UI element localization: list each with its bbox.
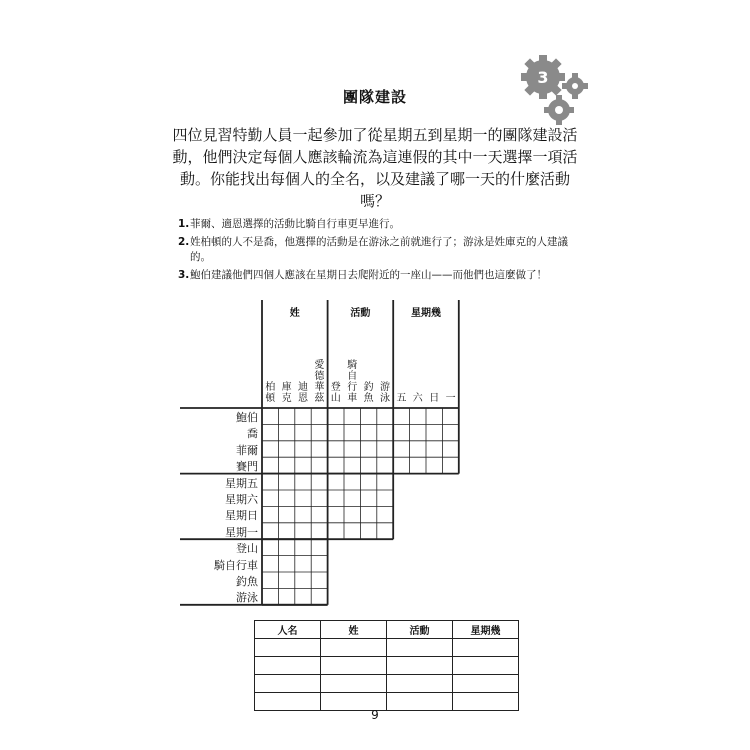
grid-cell[interactable] — [278, 588, 294, 604]
answer-cell[interactable] — [255, 657, 321, 675]
grid-cell[interactable] — [377, 424, 393, 440]
grid-cell[interactable] — [410, 441, 426, 457]
grid-cell[interactable] — [328, 474, 344, 490]
grid-cell[interactable] — [278, 572, 294, 588]
grid-row-label: 星期一 — [225, 525, 258, 539]
grid-cell[interactable] — [344, 424, 360, 440]
intro-text: 四位見習特勤人員一起參加了從星期五到星期一的團隊建設活動，他們決定每個人應該輪流為這連假的其中一天選擇一項活動。你能找出每個人的全名，以及建議了哪一天的什麼活動嗎？ — [172, 126, 578, 210]
grid-cell[interactable] — [295, 572, 311, 588]
grid-cell[interactable] — [328, 408, 344, 424]
grid-cell[interactable] — [295, 408, 311, 424]
grid-column-label: 五 — [396, 393, 407, 404]
grid-cell[interactable] — [278, 523, 294, 539]
grid-cell[interactable] — [344, 441, 360, 457]
grid-cell[interactable] — [295, 523, 311, 539]
grid-row-label: 鮑伯 — [236, 411, 258, 424]
grid-cell[interactable] — [426, 408, 442, 424]
grid-cell[interactable] — [311, 556, 327, 572]
grid-cell[interactable] — [278, 457, 294, 473]
grid-cell[interactable] — [311, 588, 327, 604]
grid-cell[interactable] — [262, 441, 278, 457]
grid-cell[interactable] — [328, 490, 344, 506]
clue-number: 3. — [178, 269, 190, 281]
grid-cell[interactable] — [311, 474, 327, 490]
grid-category-header: 姓 — [289, 308, 300, 319]
answer-cell[interactable] — [453, 675, 519, 693]
grid-cell[interactable] — [278, 556, 294, 572]
grid-cell[interactable] — [295, 556, 311, 572]
grid-category-header: 星期幾 — [410, 308, 441, 319]
answer-row — [255, 675, 519, 693]
grid-column-label: 六 — [412, 393, 423, 404]
grid-cell[interactable] — [278, 474, 294, 490]
grid-cell[interactable] — [426, 457, 442, 473]
answer-cell[interactable] — [387, 657, 453, 675]
grid-column-label: 一 — [445, 393, 456, 404]
grid-cell[interactable] — [360, 506, 376, 522]
chapter-badge: 3 — [537, 68, 549, 87]
grid-row-label: 喬 — [247, 427, 258, 441]
answer-header-row — [255, 621, 519, 639]
grid-row-label: 賽門 — [236, 460, 258, 474]
grid-row-label: 釣魚 — [236, 575, 258, 588]
answer-cell[interactable] — [453, 657, 519, 675]
grid-column-label: 庫 克 — [281, 382, 292, 404]
answer-table — [254, 620, 519, 711]
grid-row-label: 菲爾 — [236, 443, 258, 457]
grid-row-label: 星期日 — [225, 509, 258, 523]
clue-item — [178, 235, 578, 265]
grid-cell[interactable] — [295, 539, 311, 555]
grid-column-label: 迪 恩 — [297, 382, 308, 404]
answer-header-surname: 姓 — [321, 621, 387, 639]
grid-cell[interactable] — [262, 490, 278, 506]
grid-cell[interactable] — [393, 408, 409, 424]
grid-column-label: 登 山 — [330, 382, 341, 404]
grid-cell[interactable] — [311, 506, 327, 522]
answer-cell[interactable] — [255, 675, 321, 693]
grid-cell[interactable] — [393, 441, 409, 457]
grid-cell[interactable] — [426, 424, 442, 440]
grid-cell[interactable] — [426, 441, 442, 457]
grid-cell[interactable] — [377, 441, 393, 457]
answer-header-name: 人名 — [255, 621, 321, 639]
grid-cell[interactable] — [262, 424, 278, 440]
grid-cell[interactable] — [328, 424, 344, 440]
grid-cell[interactable] — [442, 424, 458, 440]
grid-column-label: 釣 魚 — [363, 382, 374, 404]
grid-cell[interactable] — [377, 490, 393, 506]
grid-cell[interactable] — [262, 588, 278, 604]
grid-cell[interactable] — [442, 457, 458, 473]
grid-cell[interactable] — [262, 539, 278, 555]
grid-cell[interactable] — [262, 457, 278, 473]
grid-cell[interactable] — [377, 457, 393, 473]
grid-cell[interactable] — [311, 490, 327, 506]
grid-cell[interactable] — [360, 490, 376, 506]
grid-cell[interactable] — [311, 457, 327, 473]
grid-cell[interactable] — [295, 457, 311, 473]
grid-cell[interactable] — [311, 424, 327, 440]
grid-cell[interactable] — [360, 457, 376, 473]
grid-cell[interactable] — [295, 506, 311, 522]
grid-row-label: 騎自行車 — [214, 558, 258, 572]
grid-cell[interactable] — [262, 572, 278, 588]
grid-cell[interactable] — [311, 523, 327, 539]
grid-cell[interactable] — [311, 408, 327, 424]
answer-cell[interactable] — [387, 675, 453, 693]
grid-column-label: 騎 自 行 車 — [347, 360, 358, 404]
grid-cell[interactable] — [442, 408, 458, 424]
grid-row-label: 游泳 — [236, 591, 258, 605]
grid-cell[interactable] — [377, 474, 393, 490]
answer-row — [255, 639, 519, 657]
grid-column-label: 柏 頓 — [265, 382, 276, 404]
grid-column-label: 游 泳 — [379, 382, 390, 404]
grid-cell[interactable] — [295, 424, 311, 440]
grid-row-label: 登山 — [236, 542, 258, 556]
answer-cell[interactable] — [453, 639, 519, 657]
grid-cell[interactable] — [328, 457, 344, 473]
grid-cell[interactable] — [311, 572, 327, 588]
answer-cell[interactable] — [321, 675, 387, 693]
grid-cell[interactable] — [278, 539, 294, 555]
answer-cell[interactable] — [387, 639, 453, 657]
clue-list — [178, 217, 578, 286]
answer-cell[interactable] — [255, 639, 321, 657]
grid-cell[interactable] — [278, 408, 294, 424]
grid-cell[interactable] — [410, 408, 426, 424]
grid-cell[interactable] — [262, 523, 278, 539]
clue-text: 姓柏頓的人不是喬，他選擇的活動是在游泳之前就進行了；游泳是姓庫克的人建議的。 — [190, 236, 568, 263]
grid-cell[interactable] — [344, 474, 360, 490]
grid-cell[interactable] — [377, 408, 393, 424]
grid-cell[interactable] — [360, 523, 376, 539]
grid-cell[interactable] — [295, 588, 311, 604]
answer-cell[interactable] — [321, 639, 387, 657]
clue-text: 鮑伯建議他們四個人應該在星期日去爬附近的一座山——而他們也這麼做了！ — [190, 269, 547, 281]
grid-cell[interactable] — [344, 506, 360, 522]
grid-cell[interactable] — [262, 506, 278, 522]
answer-cell[interactable] — [321, 657, 387, 675]
grid-cell[interactable] — [295, 490, 311, 506]
grid-cell[interactable] — [360, 474, 376, 490]
grid-cell[interactable] — [328, 523, 344, 539]
grid-cell[interactable] — [344, 408, 360, 424]
grid-cell[interactable] — [278, 506, 294, 522]
answer-row — [255, 657, 519, 675]
grid-cell[interactable] — [442, 441, 458, 457]
grid-cell[interactable] — [344, 457, 360, 473]
grid-cell[interactable] — [344, 490, 360, 506]
grid-row-label: 星期六 — [225, 493, 258, 506]
grid-cell[interactable] — [262, 408, 278, 424]
grid-cell[interactable] — [295, 441, 311, 457]
grid-column-label: 愛 德 華 茲 — [314, 360, 325, 404]
grid-cell[interactable] — [311, 539, 327, 555]
grid-cell[interactable] — [393, 457, 409, 473]
grid-cell[interactable] — [262, 474, 278, 490]
page-number: 9 — [371, 708, 379, 722]
grid-cell[interactable] — [328, 441, 344, 457]
grid-cell[interactable] — [410, 457, 426, 473]
clue-item — [178, 217, 578, 232]
grid-cell[interactable] — [410, 424, 426, 440]
grid-cell[interactable] — [278, 424, 294, 440]
clue-number: 2. — [178, 236, 190, 248]
grid-cell[interactable] — [344, 523, 360, 539]
grid-column-label: 日 — [429, 393, 440, 404]
answer-header-activity: 活動 — [387, 621, 453, 639]
grid-category-header: 活動 — [350, 308, 371, 319]
grid-cell[interactable] — [295, 474, 311, 490]
grid-cell[interactable] — [262, 556, 278, 572]
grid-cell[interactable] — [278, 490, 294, 506]
clue-number: 1. — [178, 218, 190, 230]
grid-row-label: 星期五 — [225, 476, 258, 490]
grid-cell[interactable] — [278, 441, 294, 457]
grid-cell[interactable] — [360, 408, 376, 424]
grid-cell[interactable] — [328, 506, 344, 522]
grid-cell[interactable] — [377, 523, 393, 539]
grid-cell[interactable] — [311, 441, 327, 457]
clue-item — [178, 268, 578, 283]
page-title: 團隊建設 — [342, 88, 407, 106]
grid-cell[interactable] — [377, 506, 393, 522]
answer-header-day: 星期幾 — [453, 621, 519, 639]
grid-cell[interactable] — [393, 424, 409, 440]
grid-cell[interactable] — [360, 424, 376, 440]
grid-cell[interactable] — [360, 441, 376, 457]
clue-text: 菲爾、適恩選擇的活動比騎自行車更早進行。 — [190, 218, 400, 230]
